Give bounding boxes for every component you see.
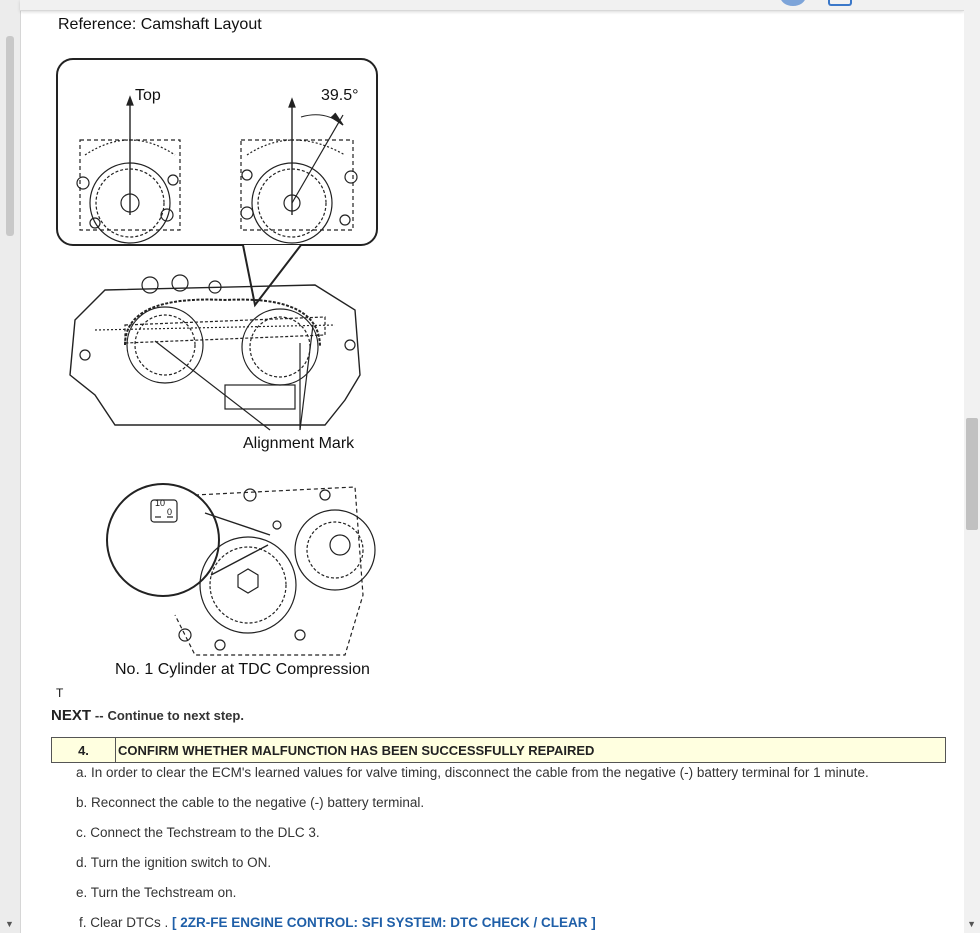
- label-tdc-compression: No. 1 Cylinder at TDC Compression: [115, 661, 370, 678]
- instruction-item: a. In order to clear the ECM's learned values for valve timing, disconnect the cable from the negative (-) battery terminal for 1 minute.: [76, 765, 869, 780]
- instruction-item: d. Turn the ignition switch to ON.: [76, 855, 272, 870]
- top-toolbar: [20, 0, 964, 11]
- next-label: NEXT: [51, 707, 92, 724]
- label-top: Top: [135, 87, 161, 104]
- next-description: Continue to next step.: [107, 708, 244, 723]
- camshaft-layout-figure: [55, 55, 385, 678]
- label-angle: 39.5°: [321, 87, 359, 104]
- left-scroll-thumb[interactable]: [6, 36, 14, 236]
- document-icon[interactable]: [828, 0, 852, 6]
- label-tick-10: 10: [155, 498, 166, 508]
- next-separator: --: [94, 708, 104, 723]
- instruction-item: b. Reconnect the cable to the negative (-) battery terminal.: [76, 795, 425, 810]
- profile-avatar-icon[interactable]: [780, 0, 806, 6]
- dtc-check-clear-link[interactable]: [ 2ZR-FE ENGINE CONTROL: SFI SYSTEM: DTC CHECK / CLEAR ]: [172, 915, 596, 930]
- instruction-item: e. Turn the Techstream on.: [76, 885, 237, 900]
- label-tick-0: 0: [167, 507, 173, 517]
- reference-title: Reference: Camshaft Layout: [58, 16, 262, 33]
- instruction-item: [79, 915, 596, 930]
- next-step-line: [51, 707, 244, 724]
- step-header: [51, 737, 946, 763]
- instruction-item: c. Connect the Techstream to the DLC 3.: [76, 825, 320, 840]
- scroll-down-arrow-icon[interactable]: ▼: [5, 919, 14, 929]
- right-scrollbar[interactable]: [964, 0, 980, 933]
- step-title: CONFIRM WHETHER MALFUNCTION HAS BEEN SUCCESSFULLY REPAIRED: [118, 742, 595, 758]
- instruction-text: f. Clear DTCs .: [79, 915, 169, 930]
- label-alignment-mark: Alignment Mark: [243, 435, 355, 452]
- scroll-down-arrow-icon[interactable]: ▼: [967, 919, 976, 929]
- left-scrollbar[interactable]: [0, 0, 21, 933]
- right-scroll-thumb[interactable]: [966, 418, 978, 530]
- step-number: 4.: [52, 738, 116, 762]
- t-marker: T: [56, 686, 64, 700]
- camshaft-diagram: [55, 55, 385, 665]
